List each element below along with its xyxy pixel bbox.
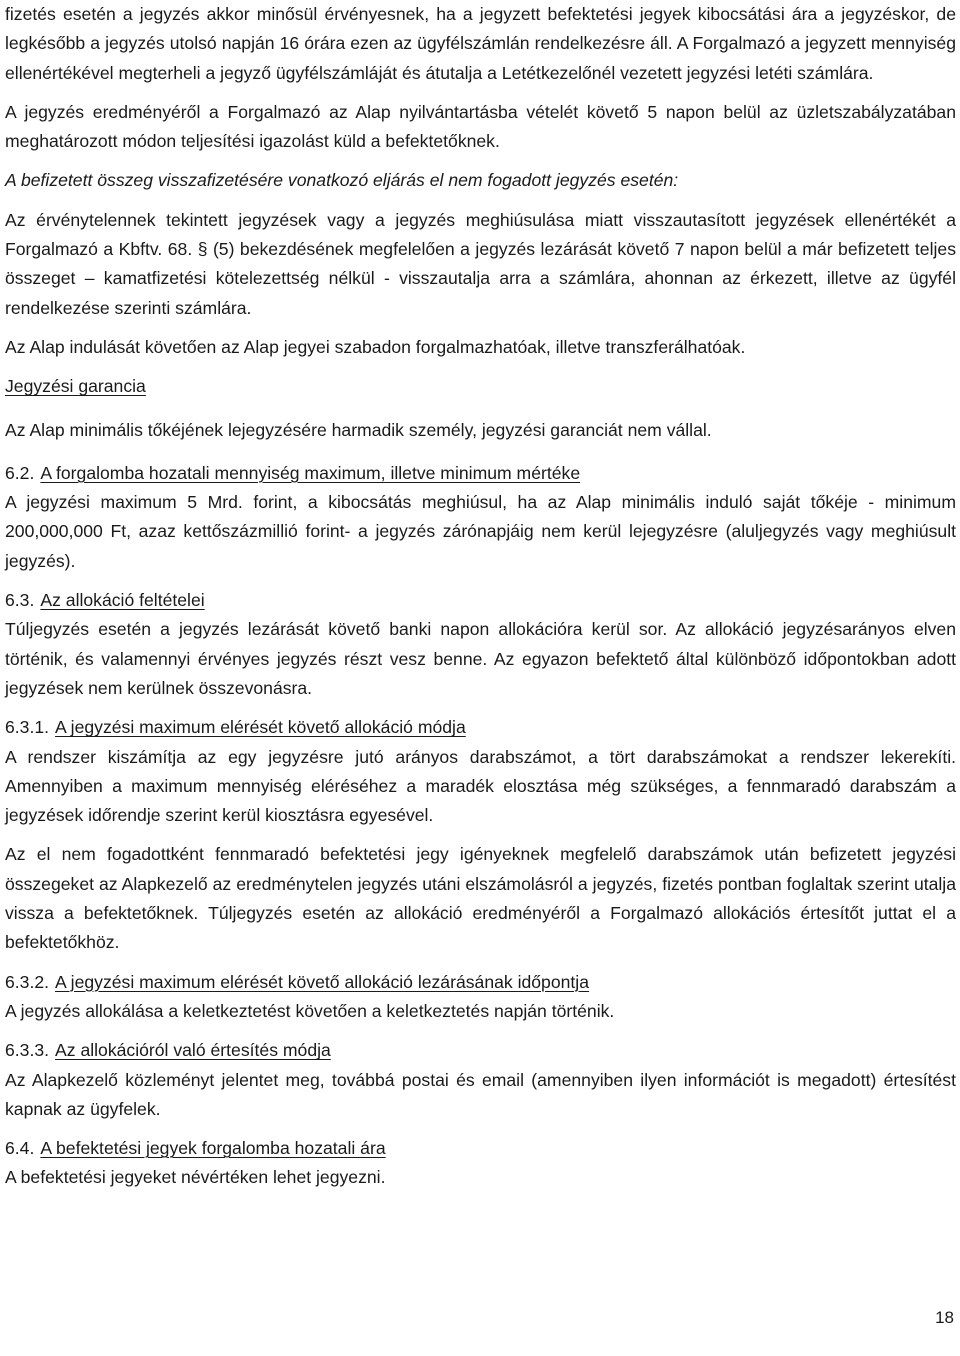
section-heading-6-3-2 — [5, 968, 956, 997]
heading-subscription-guarantee: Jegyzési garancia — [5, 376, 146, 397]
section-heading-6-3-3 — [5, 1036, 956, 1065]
section-number: 6.3.2. — [5, 971, 50, 992]
section-body-6-3-2: A jegyzés allokálása a keletkeztetést követően a keletkeztetés napján történik. — [5, 1000, 615, 1021]
section-heading-6-4 — [5, 1134, 956, 1163]
section-title: Az allokációról való értesítés módja — [55, 1040, 331, 1061]
section-body-6-4: A befektetési jegyeket névértéken lehet jegyezni. — [5, 1167, 386, 1188]
section-title: A jegyzési maximum elérését követő allokáció lezárásának időpontja — [55, 971, 589, 992]
section-heading-6-3-1 — [5, 713, 956, 742]
section-body-6-2: A jegyzési maximum 5 Mrd. forint, a kibocsátás meghiúsul, ha az Alap minimális induló saját tőkéje - minimum 200,000,000 Ft, azaz kettőszázmillió forint- a jegyzés zárónapjáig nem kerül lejegyzésre (aluljegyzés vagy meghiúsult jegyzés). — [5, 492, 956, 571]
page-number: 18 — [935, 1308, 954, 1327]
section-number: 6.2. — [5, 462, 35, 483]
section-title: A befektetési jegyek forgalomba hozatali ára — [40, 1138, 386, 1159]
section-body-6-3-1-refund: Az el nem fogadottként fennmaradó befektetési jegy igényeknek megfelelő darabszámok után befizetett jegyzési összegeket az Alapkezelő az eredménytelen jegyzés utáni elszámolásról a jegyzés, fizetés pontban foglaltak szerint utalja vissza a befektetőknek. Túljegyzés esetén az allokáció eredményéről a Forgalmazó allokációs értesítőt juttat el a befektetőkhöz. — [5, 844, 956, 953]
section-body-6-3: Túljegyzés esetén a jegyzés lezárását követő banki napon allokációra kerül sor. Az allokáció jegyzésarányos elven történik, és valamennyi érvényes jegyzés részt vesz benne. Az egyazon befektető által különböző időpontokban adott jegyzések nem kerülnek összevonásra. — [5, 619, 956, 698]
paragraph-subscription-payment: fizetés esetén a jegyzés akkor minősül érvényesnek, ha a jegyzett befektetési jegyek kibocsátási ára a jegyzéskor, de legkésőbb a jegyzés utolsó napján 16 órára ezen az ügyfélszámlán rendelkezésre áll. A Forgalmazó a jegyzett mennyiség ellenértékével megterheli a jegyző ügyfélszámláját és átutalja a Letétkezelőnél vezetett jegyzési letéti számlára. — [5, 4, 956, 83]
paragraph-refund-procedure-heading: A befizetett összeg visszafizetésére vonatkozó eljárás el nem fogadott jegyzés esetén: — [5, 170, 679, 191]
section-title: A forgalomba hozatali mennyiség maximum, illetve minimum mértéke — [40, 462, 581, 483]
section-number: 6.3. — [5, 590, 35, 611]
paragraph-invalid-subscriptions: Az érvénytelennek tekintett jegyzések vagy a jegyzés meghiúsulása miatt visszautasított jegyzések ellenértékét a Forgalmazó a Kbftv. 68. § (5) bekezdésének megfelelően a jegyzés lezárását követő 7 napon belül a már befizetett teljes összeget – kamatfizetési kötelezettség nélkül - visszautalja arra a számlára, ahonnan az érkezett, illetve az ügyfél rendelkezése szerinti számlára. — [5, 209, 956, 318]
section-title: Az allokáció feltételei — [40, 590, 205, 611]
section-number: 6.3.3. — [5, 1040, 50, 1061]
section-number: 6.3.1. — [5, 717, 50, 738]
section-body-6-3-3: Az Alapkezelő közleményt jelentet meg, továbbá postai és email (amennyiben ilyen információt is megadott) értesítést kapnak az ügyfelek. — [5, 1069, 956, 1119]
section-body-6-3-1: A rendszer kiszámítja az egy jegyzésre jutó arányos darabszámot, a tört darabszámokat a rendszer lekerekíti. Amennyiben a maximum mennyiség eléréséhez a maradék elosztása még szükséges, a fennmaradó darabszám a jegyzések időrendje szerint kerül kiosztásra egyesével. — [5, 746, 956, 826]
section-heading-6-2 — [5, 459, 956, 488]
section-heading-6-3 — [5, 586, 956, 615]
paragraph-no-guarantee: Az Alap minimális tőkéjének lejegyzésére harmadik személy, jegyzési garanciát nem vállal. — [5, 419, 712, 440]
paragraph-subscription-result: A jegyzés eredményéről a Forgalmazó az Alap nyilvántartásba vételét követő 5 napon belül az üzletszabályzatában meghatározott módon teljesítési igazolást küld a befektetőknek. — [5, 101, 956, 152]
document-page — [5, 0, 956, 1193]
section-number: 6.4. — [5, 1138, 35, 1159]
section-title: A jegyzési maximum elérését követő allokáció módja — [55, 717, 466, 738]
paragraph-fund-launch: Az Alap indulását követően az Alap jegyei szabadon forgalmazhatóak, illetve transzferálhatóak. — [5, 336, 746, 357]
